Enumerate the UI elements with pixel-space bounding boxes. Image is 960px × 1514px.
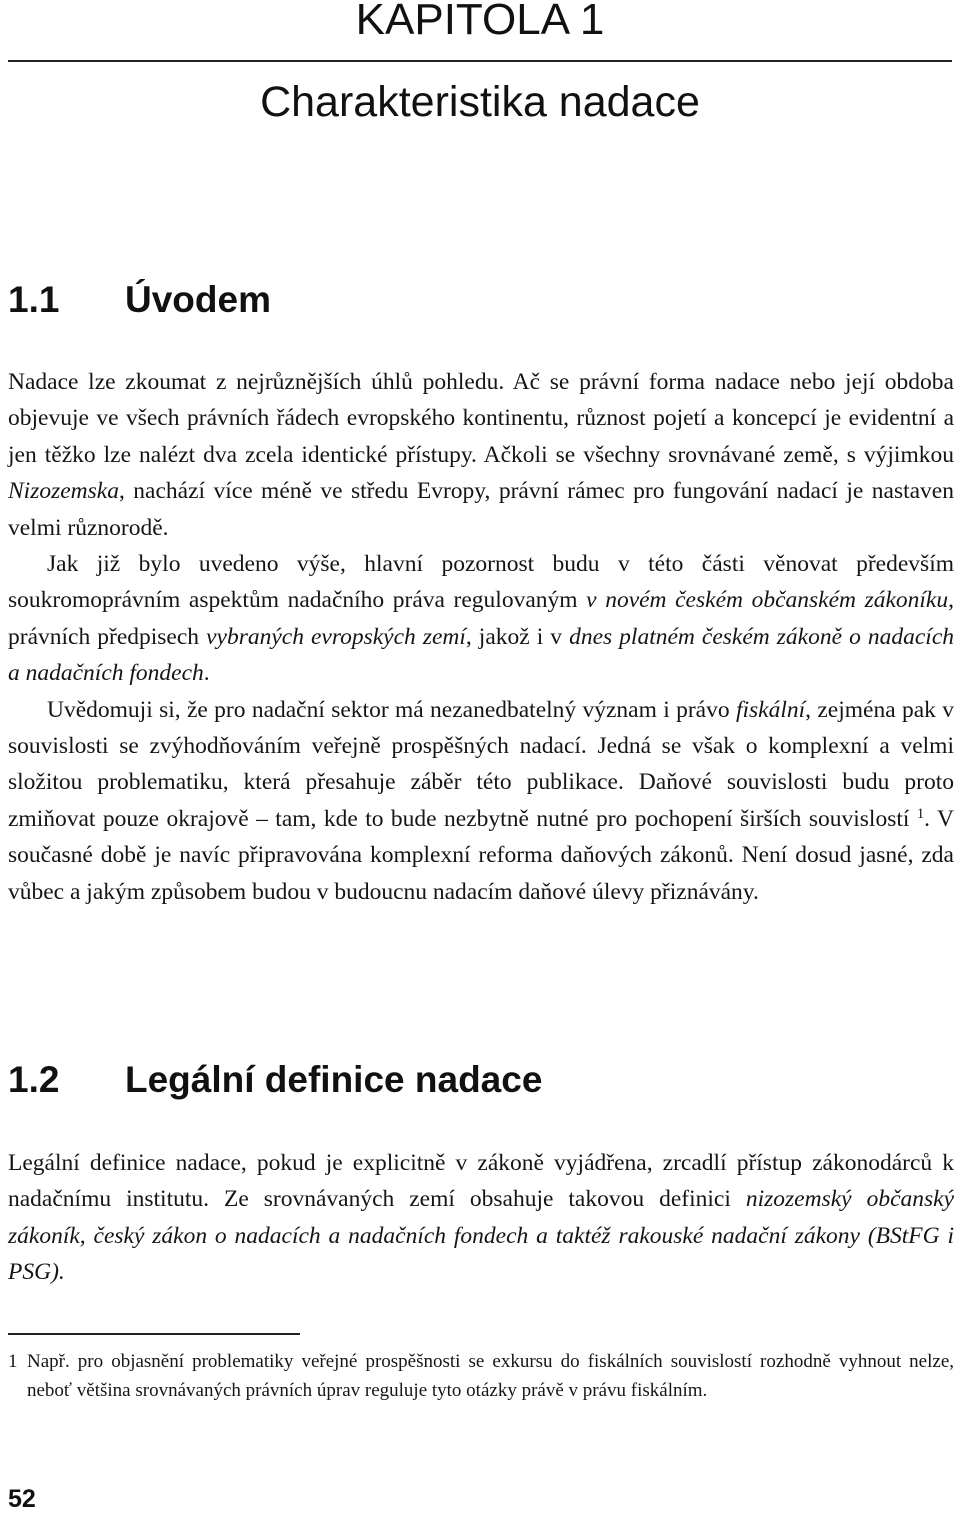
italic-run: fiskální bbox=[735, 696, 806, 723]
section-heading-legalni-definice bbox=[8, 1058, 542, 1102]
italic-run: vybraných evropských zemí bbox=[206, 623, 466, 650]
text-run: . bbox=[203, 660, 210, 687]
footnote-mark: 1 bbox=[8, 1351, 18, 1372]
section-title: Úvodem bbox=[125, 279, 271, 320]
paragraph bbox=[8, 364, 954, 546]
section-1-body bbox=[8, 364, 954, 910]
text-run: , jakož i v bbox=[465, 623, 570, 650]
text-run: Legální definice nadace, pokud je explicitně v zákoně vyjádřena, zrcadlí přístup zákonodárců k nadačnímu institutu. Ze srovnávaných zemí obsahuje takovou definici bbox=[8, 1150, 954, 1213]
paragraph bbox=[8, 546, 954, 692]
text-run: , právních předpisech bbox=[8, 587, 954, 650]
section-number: 1.1 bbox=[8, 279, 60, 320]
footnote-divider bbox=[8, 1333, 300, 1335]
page-number: 52 bbox=[8, 1485, 36, 1513]
italic-run: nizozemský občanský zákoník, český zákon o nadacích a nadačních fondech a taktéž rakouské nadační zákony (BStFG i PSG). bbox=[8, 1186, 955, 1286]
text-run: . V současné době je navíc připravována komplexní reforma daňových zákonů. Není dosud jasné, zda vůbec a jakým způsobem budou v budoucnu nadacím daňové úlevy přiznávány. bbox=[8, 805, 955, 905]
text-run: , nachází více méně ve středu Evropy, právní rámec pro fungování nadací je nastaven velmi různorodě. bbox=[8, 478, 954, 541]
footnote-reference: 1 bbox=[916, 805, 925, 822]
chapter-title: Charakteristika nadace bbox=[260, 78, 700, 126]
text-run: Nadace lze zkoumat z nejrůznějších úhlů pohledu. Ač se právní forma nadace nebo její obdoba objevuje ve všech právních řádech evropského kontinentu, různost pojetí a koncepcí je evidentní a jen těžko lze nalézt dva zcela identické přístupy. Ačkoli se všechny srovnávané země, s výjimkou bbox=[8, 369, 954, 468]
section-2-body bbox=[8, 1145, 954, 1291]
italic-run: v novém českém občanském zákoníku bbox=[586, 587, 949, 614]
section-heading-uvodem bbox=[8, 278, 271, 322]
text-run: Uvědomuji si, že pro nadační sektor má nezanedbatelný význam i právo bbox=[47, 696, 736, 723]
paragraph bbox=[8, 692, 954, 910]
text-run: Jak již bylo uvedeno výše, hlavní pozornost budu v této části věnovat především soukromoprávním aspektům nadačního práva regulovaným bbox=[8, 551, 954, 614]
footnote bbox=[8, 1347, 954, 1405]
paragraph bbox=[8, 1145, 954, 1291]
section-title: Legální definice nadace bbox=[125, 1059, 543, 1100]
chapter-label: KAPITOLA 1 bbox=[355, 0, 605, 44]
chapter-divider bbox=[8, 60, 952, 62]
footnote-text: Např. pro objasnění problematiky veřejné prospěšnosti se exkursu do fiskálních souvislostí rozhodně vyhnout nelze, neboť většina srovnávaných právních úprav reguluje tyto otázky právě v právu fiskálním. bbox=[27, 1351, 954, 1401]
italic-run: Nizozemska bbox=[8, 478, 119, 505]
section-number: 1.2 bbox=[8, 1059, 60, 1100]
text-run: , zejména pak v souvislosti se zvýhodňováním veřejně prospěšných nadací. Jedná se však o komplexní a velmi složitou problematiku, která přesahuje záběr této publikace. Daňové souvislosti budu proto zmiňovat pouze okrajově – tam, kde to bude nezbytně nutné pro pochopení širších souvislostí bbox=[8, 696, 954, 832]
italic-run: dnes platném českém zákoně o nadacích a nadačních fondech bbox=[8, 623, 954, 687]
